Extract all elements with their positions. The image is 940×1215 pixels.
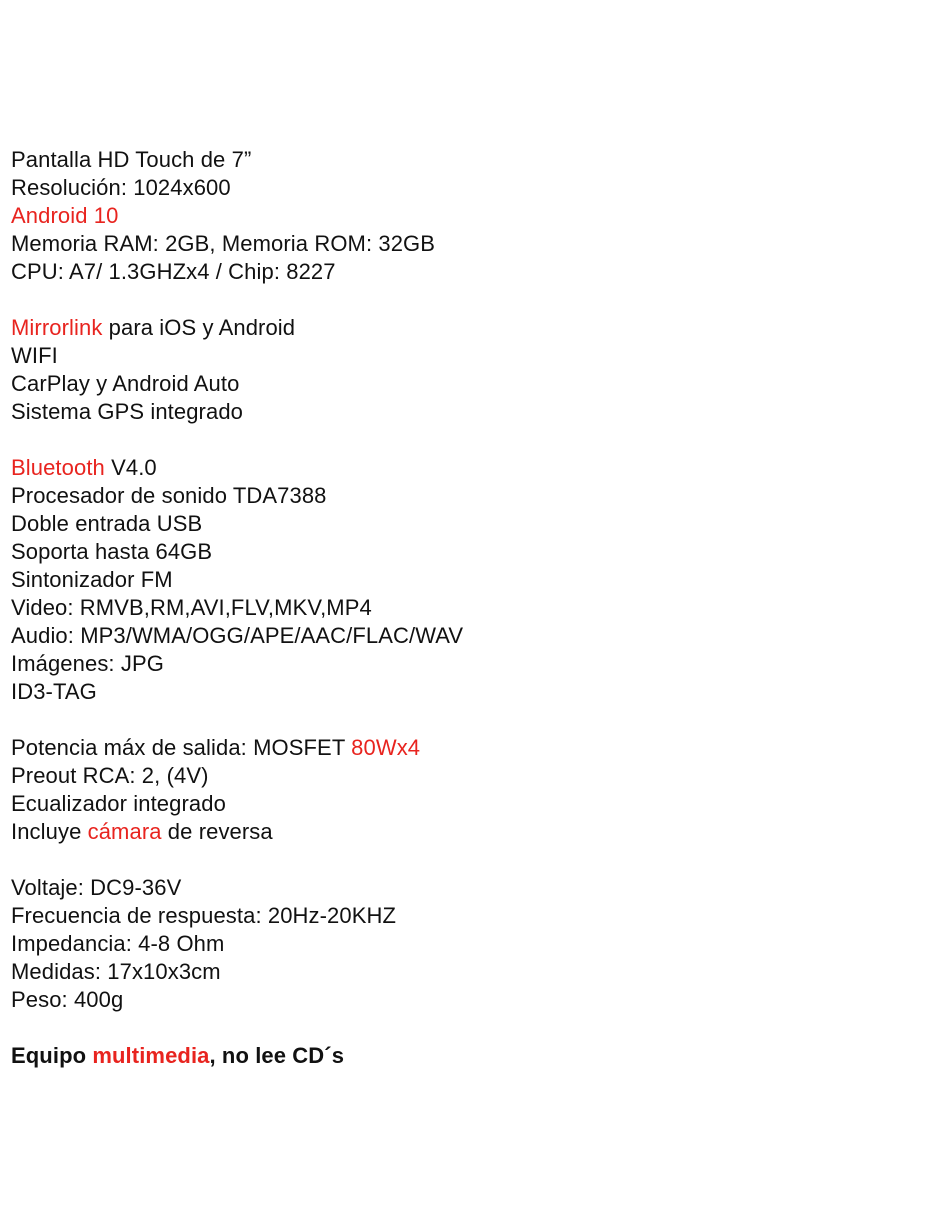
spec-group	[11, 454, 911, 706]
spec-group	[11, 874, 911, 1014]
spec-line	[11, 930, 911, 958]
highlight-text: 80Wx4	[351, 735, 421, 760]
spec-text: Frecuencia de respuesta: 20Hz-20KHZ	[11, 903, 397, 928]
spec-line	[11, 454, 911, 482]
spec-line	[11, 874, 911, 902]
spec-text: V4.0	[104, 455, 157, 480]
spec-line	[11, 482, 911, 510]
spec-line	[11, 538, 911, 566]
spec-text: Doble entrada USB	[11, 511, 203, 536]
spec-line	[11, 818, 911, 846]
highlight-text: Bluetooth	[11, 455, 105, 480]
spec-line	[11, 314, 911, 342]
spec-text: Soporta hasta 64GB	[11, 539, 213, 564]
spec-group	[11, 734, 911, 846]
spec-line	[11, 230, 911, 258]
spec-text: Pantalla HD Touch de 7”	[11, 147, 252, 172]
spec-text: CPU: A7/ 1.3GHZx4 / Chip: 8227	[11, 259, 336, 284]
spec-group	[11, 314, 911, 426]
spec-text: Peso: 400g	[11, 987, 124, 1012]
spec-sheet	[11, 146, 911, 1070]
highlight-text: Mirrorlink	[11, 315, 103, 340]
spec-text: Resolución: 1024x600	[11, 175, 231, 200]
footer-before: Equipo	[11, 1043, 93, 1068]
spec-line	[11, 202, 911, 230]
spec-line	[11, 790, 911, 818]
footer-note	[11, 1042, 911, 1070]
spec-text: Potencia máx de salida: MOSFET	[11, 735, 352, 760]
spec-line	[11, 762, 911, 790]
spec-line	[11, 370, 911, 398]
spec-text: Imágenes: JPG	[11, 651, 164, 676]
footer-after: , no lee CD´s	[209, 1043, 345, 1068]
spec-line	[11, 622, 911, 650]
spec-group	[11, 146, 911, 286]
spec-text: Sintonizador FM	[11, 567, 173, 592]
spec-text: para iOS y Android	[102, 315, 296, 340]
spec-line	[11, 342, 911, 370]
spec-line	[11, 146, 911, 174]
spec-text: WIFI	[11, 343, 58, 368]
spec-groups	[11, 146, 911, 1014]
spec-line	[11, 986, 911, 1014]
spec-line	[11, 594, 911, 622]
spec-text: Video: RMVB,RM,AVI,FLV,MKV,MP4	[11, 595, 372, 620]
spec-text: Sistema GPS integrado	[11, 399, 243, 424]
spec-text: Voltaje: DC9-36V	[11, 875, 182, 900]
highlight-text: cámara	[87, 819, 162, 844]
spec-text: ID3-TAG	[11, 679, 97, 704]
spec-line	[11, 566, 911, 594]
spec-text: Audio: MP3/WMA/OGG/APE/AAC/FLAC/WAV	[11, 623, 464, 648]
spec-line	[11, 958, 911, 986]
spec-text: Impedancia: 4-8 Ohm	[11, 931, 225, 956]
highlight-text: Android 10	[11, 203, 119, 228]
spec-line	[11, 678, 911, 706]
spec-line	[11, 510, 911, 538]
spec-line	[11, 650, 911, 678]
spec-text: de reversa	[161, 819, 273, 844]
spec-line	[11, 398, 911, 426]
spec-text: Preout RCA: 2, (4V)	[11, 763, 209, 788]
spec-text: Incluye	[11, 819, 88, 844]
spec-line	[11, 258, 911, 286]
spec-text: Memoria RAM: 2GB, Memoria ROM: 32GB	[11, 231, 436, 256]
spec-line	[11, 734, 911, 762]
spec-text: Medidas: 17x10x3cm	[11, 959, 221, 984]
spec-text: Procesador de sonido TDA7388	[11, 483, 327, 508]
footer-highlight: multimedia	[92, 1043, 210, 1068]
spec-line	[11, 902, 911, 930]
spec-text: CarPlay y Android Auto	[11, 371, 240, 396]
spec-text: Ecualizador integrado	[11, 791, 226, 816]
spec-line	[11, 174, 911, 202]
